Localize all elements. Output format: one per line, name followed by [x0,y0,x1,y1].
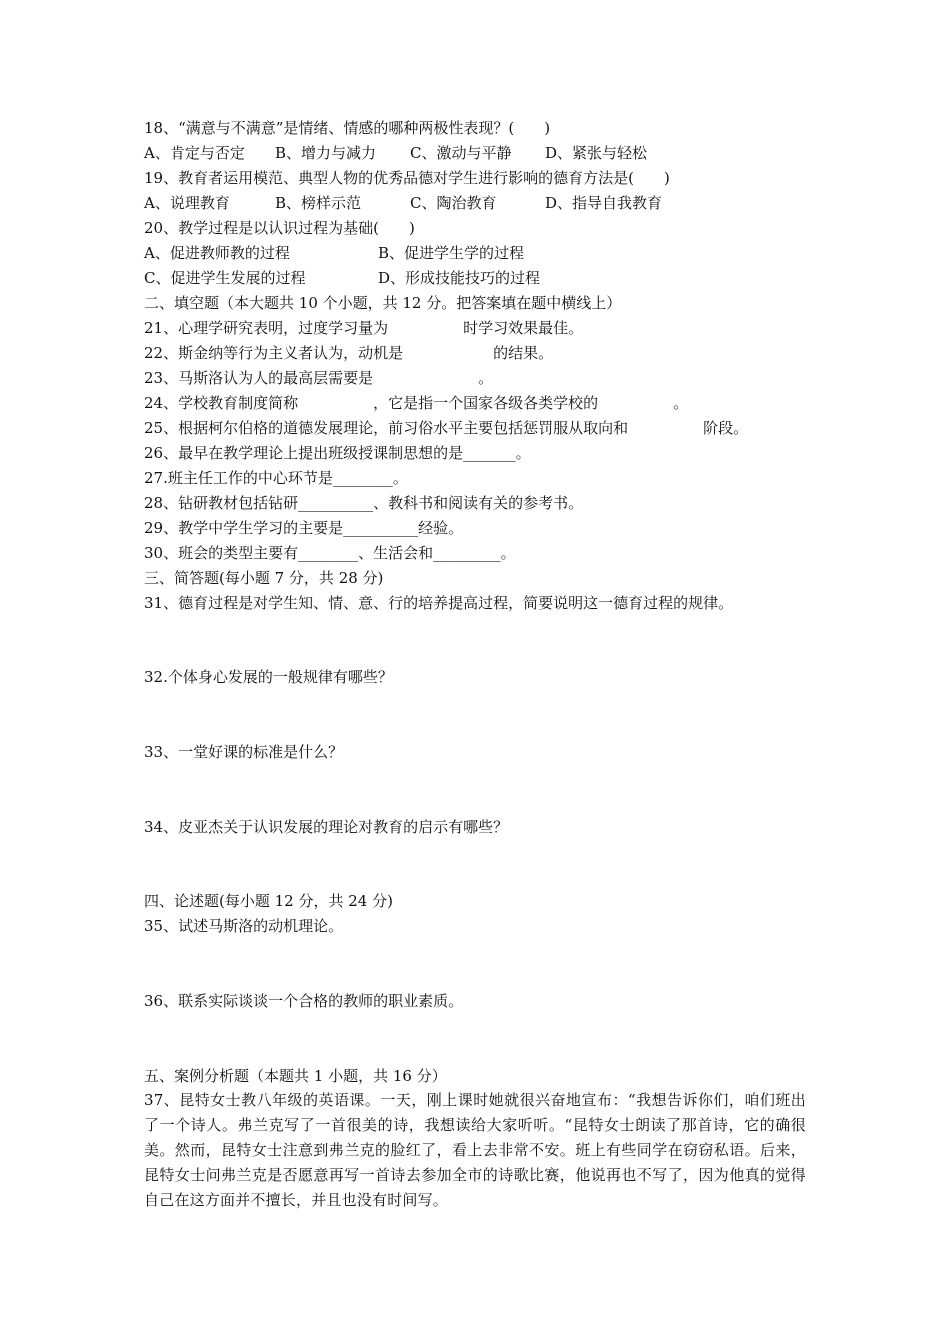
question-30: 30、班会的类型主要有________、生活会和_________。 [144,544,516,562]
question-19-option-d: D、指导自我教育 [545,194,663,212]
question-22: 22、斯金纳等行为主义者认为，动机是 的结果。 [144,344,554,362]
question-20-stem: 20、教学过程是以认识过程为基础( ) [144,219,415,237]
question-18-option-a: A、肯定与否定 [144,144,245,162]
question-20-option-d: D、形成技能技巧的过程 [378,269,541,287]
question-24: 24、学校教育制度简称 ，它是指一个国家各级各类学校的 。 [144,394,689,412]
question-18-option-d: D、紧张与轻松 [545,144,648,162]
section-3-title: 三、简答题(每小题 7 分，共 28 分) [144,569,384,587]
question-32: 32.个体身心发展的一般规律有哪些？ [144,668,393,686]
question-20-option-a: A、促进教师教的过程 [144,244,290,262]
question-19-option-c: C、陶治教育 [410,194,497,212]
question-37-case: 37、昆特女士教八年级的英语课。一天，刚上课时她就很兴奋地宣布：“我想告诉你们，咱们班出了一个诗人。弗兰克写了一首很美的诗，我想读给大家听听。“昆特女士朗读了那首诗，它的确很美。然而，昆特女士注意到弗兰克的脸红了，看上去非常不安。班上有些同学在窃窃私语。后来，昆特女士问弗兰克是否愿意再写一首诗去参加全市的诗歌比赛，他说再也不写了，因为他真的觉得自己在这方面并不擅长，并且也没有时间写。 [144,1091,806,1209]
section-2-title: 二、填空题（本大题共 10 个小题，共 12 分。把答案填在题中横线上） [144,294,622,312]
question-36: 36、联系实际谈谈一个合格的教师的职业素质。 [144,992,464,1010]
question-18-stem: 18、“满意与不满意”是情绪、情感的哪种两极性表现？( ) [144,119,551,137]
section-4-title: 四、论述题(每小题 12 分，共 24 分) [144,892,393,910]
question-34: 34、皮亚杰关于认识发展的理论对教育的启示有哪些？ [144,818,509,836]
question-27: 27.班主任工作的中心环节是________。 [144,469,408,487]
question-25: 25、根据柯尔伯格的道德发展理论，前习俗水平主要包括惩罚服从取向和 阶段。 [144,419,749,437]
question-23: 23、马斯洛认为人的最高层需要是 。 [144,369,494,387]
question-20-option-b: B、促进学生学的过程 [378,244,525,262]
question-28: 28、钻研教材包括钻研__________、教科书和阅读有关的参考书。 [144,494,584,512]
question-20-option-c: C、促进学生发展的过程 [144,269,306,287]
question-19-option-a: A、说理教育 [144,194,230,212]
question-26: 26、最早在教学理论上提出班级授课制思想的是_______。 [144,444,531,462]
question-21: 21、心理学研究表明，过度学习量为 时学习效果最佳。 [144,319,584,337]
question-19-stem: 19、教育者运用模范、典型人物的优秀品德对学生进行影响的德育方法是( ) [144,169,670,187]
question-18-option-b: B、增力与减力 [275,144,377,162]
question-18-option-c: C、激动与平静 [410,144,512,162]
question-31: 31、德育过程是对学生知、情、意、行的培养提高过程，简要说明这一德育过程的规律。 [144,594,734,612]
question-19-option-b: B、榜样示范 [275,194,362,212]
question-29: 29、教学中学生学习的主要是__________经验。 [144,519,464,537]
question-33: 33、一堂好课的标准是什么？ [144,743,344,761]
question-35: 35、试述马斯洛的动机理论。 [144,917,344,935]
section-5-title: 五、案例分析题（本题共 1 小题，共 16 分） [144,1067,447,1085]
